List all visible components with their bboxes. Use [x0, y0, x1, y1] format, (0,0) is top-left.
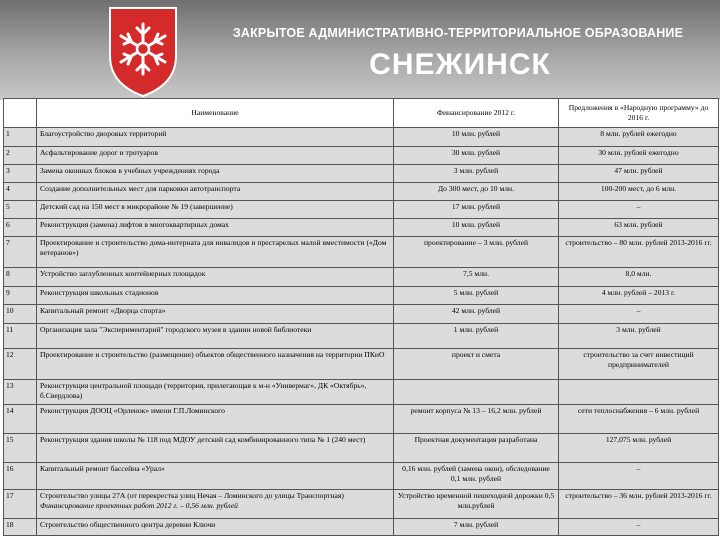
row-financing: 1 млн. рублей [394, 324, 559, 349]
table-row [4, 147, 719, 165]
table-row [4, 305, 719, 324]
table-row [4, 183, 719, 201]
row-number: 4 [4, 183, 37, 201]
row-name: Капитальный ремонт бассейна «Урал» [37, 463, 394, 490]
table-row [4, 463, 719, 490]
table-row [4, 165, 719, 183]
table-row [4, 380, 719, 405]
row-proposal: 100-200 мест, до 6 млн. [559, 183, 719, 201]
row-number: 2 [4, 147, 37, 165]
row-proposal: 127,075 млн. рублей [559, 434, 719, 463]
row-financing: Проектная документация разработана [394, 434, 559, 463]
row-number: 5 [4, 201, 37, 219]
row-number: 6 [4, 219, 37, 237]
row-number: 15 [4, 434, 37, 463]
header-num [4, 99, 37, 128]
row-proposal: – [559, 463, 719, 490]
row-financing: 30 млн. рублей [394, 147, 559, 165]
row-proposal: строительство за счет инвестиций предпринимателей [559, 349, 719, 380]
table-row [4, 519, 719, 536]
row-financing: 7 млн. рублей [394, 519, 559, 536]
row-proposal: 3 млн. рублей [559, 324, 719, 349]
row-financing: 0,16 млн. рублей (замена окон), обследование 0,1 млн. рублей [394, 463, 559, 490]
row-name: Капитальный ремонт «Дворца спорта» [37, 305, 394, 324]
row-financing: 5 млн. рублей [394, 287, 559, 305]
header-proposals: Предложения в «Народную программу» до 2016 г. [559, 99, 719, 128]
row-name: Благоустройство дворовых территорий [37, 128, 394, 147]
table-row [4, 324, 719, 349]
row-financing: 17 млн. рублей [394, 201, 559, 219]
table-row [4, 490, 719, 519]
row-proposal: 30 млн. рублей ежегодно [559, 147, 719, 165]
table-row [4, 237, 719, 268]
row-number: 13 [4, 380, 37, 405]
table-row [4, 268, 719, 287]
row-name: Асфальтирование дорог и тротуаров [37, 147, 394, 165]
row-number: 12 [4, 349, 37, 380]
row-name: Строительство улицы 27А (от перекрестка улиц Нечая – Ломинского до улицы Транспортная) [40, 491, 344, 500]
table-row [4, 287, 719, 305]
row-number: 18 [4, 519, 37, 536]
row-proposal: сети теплоснабжения – 6 млн. рублей [559, 405, 719, 434]
row-financing: проект и смета [394, 349, 559, 380]
row-name-note: Финансирование проектных работ 2012 г. – 0,56 млн. рублей [40, 501, 238, 511]
row-number: 11 [4, 324, 37, 349]
row-financing: 10 млн. рублей [394, 219, 559, 237]
row-proposal: строительство – 80 млн. рублей 2013-2016 гг. [559, 237, 719, 268]
row-financing: До 300 мест, до 10 млн. [394, 183, 559, 201]
row-name: Реконструкция ДООЦ «Орленок» имени Г.П.Ломинского [37, 405, 394, 434]
table-row [4, 201, 719, 219]
row-name: Замена оконных блоков в учебных учреждениях города [37, 165, 394, 183]
row-proposal: – [559, 305, 719, 324]
table-row [4, 219, 719, 237]
row-number: 17 [4, 490, 37, 519]
org-title: ЗАКРЫТОЕ АДМИНИСТРАТИВНО-ТЕРРИТОРИАЛЬНОЕ ОБРАЗОВАНИЕ [232, 26, 684, 40]
row-name: Организация зала "Экспериментарий" городского музея в здании новой библиотеки [37, 324, 394, 349]
header-banner [0, 0, 720, 100]
row-financing: ремонт корпуса № 13 – 16,2 млн. рублей [394, 405, 559, 434]
row-proposal: – [559, 519, 719, 536]
row-financing: 7,5 млн. [394, 268, 559, 287]
table-row [4, 434, 719, 463]
row-name: Создание дополнительных мест для парковки автотранспорта [37, 183, 394, 201]
row-proposal [559, 380, 719, 405]
row-name: Проектирование и строительство дома-интерната для инвалидов и престарелых малой вместимости («Дом ветеранов») [37, 237, 394, 268]
table-row [4, 128, 719, 147]
row-proposal: строительство – 36 млн. рублей 2013-2016 гг. [559, 490, 719, 519]
row-number: 14 [4, 405, 37, 434]
row-name: Реконструкция (замена) лифтов в многоквартирных домах [37, 219, 394, 237]
row-name: Детский сад на 150 мест в микрорайоне № 19 (завершение) [37, 201, 394, 219]
row-number: 16 [4, 463, 37, 490]
row-financing: 3 млн. рублей [394, 165, 559, 183]
row-name: Реконструкция школьных стадионов [37, 287, 394, 305]
row-name: Проектирование и строительство (размещение) объектов общественного назначения на территории ПКиО [37, 349, 394, 380]
row-name: Реконструкция здания школы № 118 под МДОУ детский сад комбинированного типа № 1 (240 мест) [37, 434, 394, 463]
row-financing: Устройство временной пешеходной дорожки 0,5 млн.рублей [394, 490, 559, 519]
row-proposal: – [559, 201, 719, 219]
row-proposal: 47 млн. рублей [559, 165, 719, 183]
row-financing: проектирование – 3 млн. рублей [394, 237, 559, 268]
header-financing: Финансирование 2012 г. [394, 99, 559, 128]
row-name-cell [37, 490, 394, 519]
row-number: 3 [4, 165, 37, 183]
row-name: Устройство заглубленных контейнерных площадок [37, 268, 394, 287]
row-proposal: 63 млн. рублей [559, 219, 719, 237]
row-number: 7 [4, 237, 37, 268]
program-table [3, 98, 719, 536]
row-financing: 42 млн. рублей [394, 305, 559, 324]
coat-of-arms-icon [106, 4, 180, 98]
row-name: Реконструкция центральной площади (территория, прилегающая к м-н «Универмаг», ДК «Октябрь», б.Свердлова) [37, 380, 394, 405]
row-number: 9 [4, 287, 37, 305]
city-title: СНЕЖИНСК [369, 48, 551, 81]
row-financing: 10 млн. рублей [394, 128, 559, 147]
row-name: Строительство общественного центра деревни Ключи [37, 519, 394, 536]
table-row [4, 405, 719, 434]
row-number: 1 [4, 128, 37, 147]
row-proposal: 4 млн. рублей – 2013 г. [559, 287, 719, 305]
row-proposal: 8 млн. рублей ежегодно [559, 128, 719, 147]
row-financing [394, 380, 559, 405]
table-header-row [4, 99, 719, 128]
header-name: Наименование [37, 99, 394, 128]
table-row [4, 349, 719, 380]
row-proposal: 8,0 млн. [559, 268, 719, 287]
row-number: 8 [4, 268, 37, 287]
row-number: 10 [4, 305, 37, 324]
